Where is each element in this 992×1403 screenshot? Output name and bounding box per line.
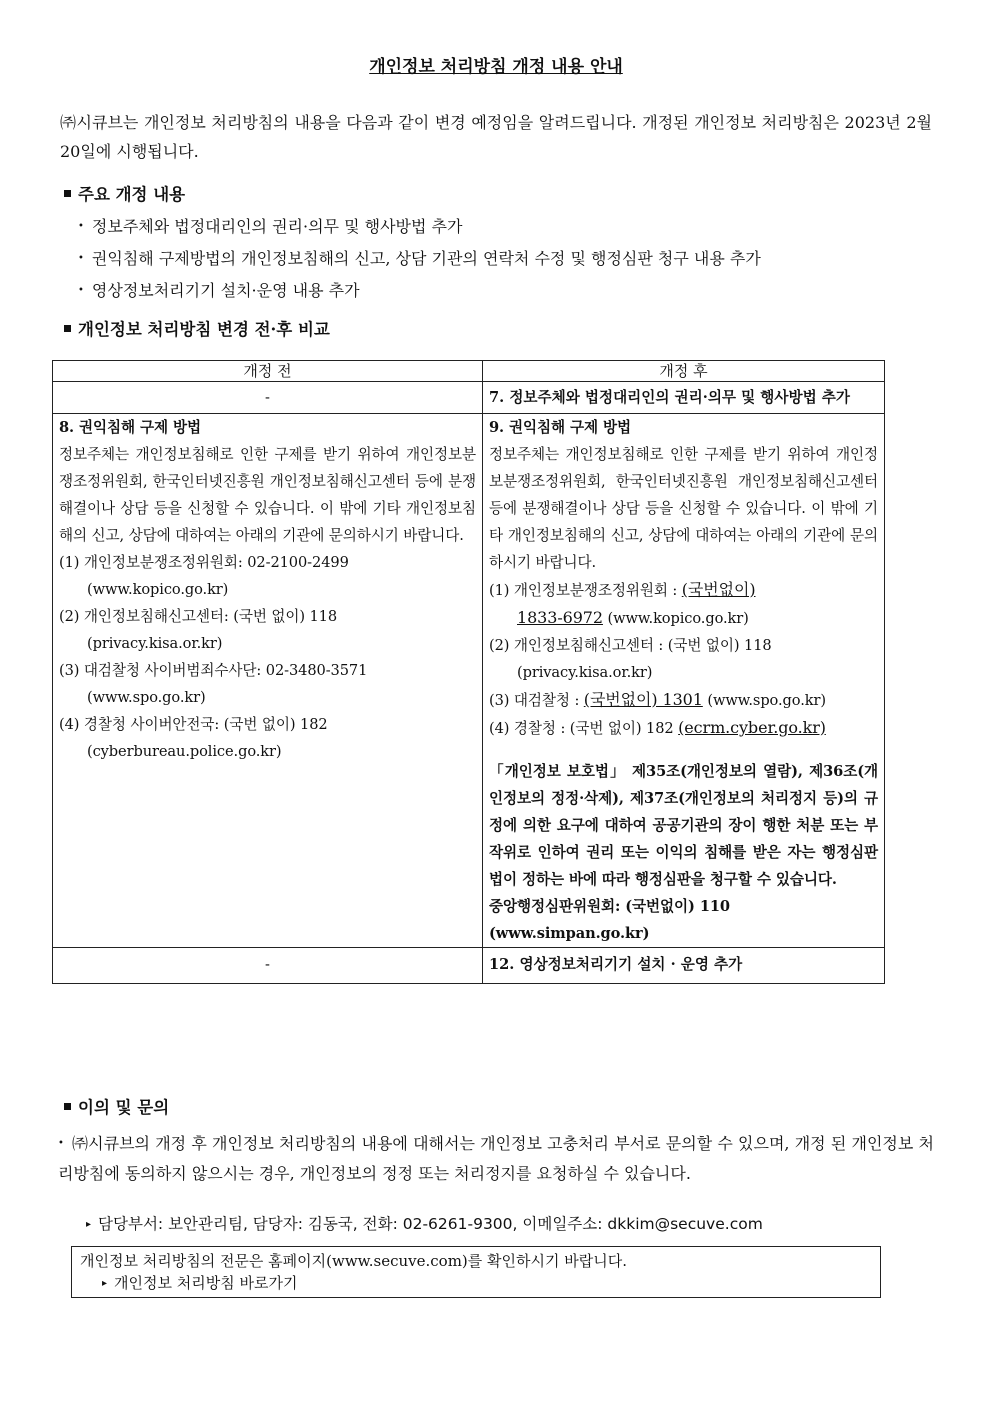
contact-item: (2) 개인정보침해신고센터 : (국번 없이) 118 (489, 637, 772, 654)
intro-paragraph: ㈜시큐브는 개인정보 처리방침의 내용을 다음과 같이 변경 예정임을 알려드립니다. 개정된 개인정보 처리방침은 2023년 2월 20일에 시행됩니다. (60, 113, 932, 161)
contact-info: ▸ 담당부서: 보안관리팀, 담당자: 김동국, 전화: 02-6261-9300, 이메일주소: dkkim@secuve.com (86, 1215, 763, 1233)
commission-contact: 중앙행정심판위원회: (국번없이) 110 (489, 898, 730, 915)
contact-item: (3) 대검찰청 사이버범죄수사단: 02-3480-3571 (59, 662, 368, 679)
cell-paragraph: 정보주체는 개인정보침해로 인한 구제를 받기 위하여 개인정보분쟁조정위원회, 한국인터넷진흥원 개인정보침해신고센터 등에 분쟁해결이나 상담 등을 신청할 수 있습니다. 이 밖에 기타 개인정보침해의 신고, 상담에 대하여는 아래의 기관에 문의하시기 바랍니다. (489, 446, 878, 571)
bullet-dot-icon: • (78, 221, 84, 232)
contact-url: (www.kopico.go.kr) (87, 581, 229, 598)
bullet-dot-icon: • (58, 1138, 64, 1149)
table-row (53, 414, 885, 948)
main-changes-list (78, 212, 761, 308)
cell-after: 12. 영상정보처리기기 설치 · 운영 추가 (483, 948, 885, 984)
contact-item: (3) 대검찰청 : (국번없이) 1301 (www.spo.go.kr) (489, 690, 826, 709)
contact-item: (4) 경찰청 : (국번 없이) 182 (ecrm.cyber.go.kr) (489, 718, 826, 737)
section-heading-label: 이의 및 문의 (78, 1098, 170, 1117)
cell-after: 7. 정보주체와 법정대리인의 권리·의무 및 행사방법 추가 (483, 382, 885, 414)
notice-box (71, 1246, 881, 1298)
cell-before: - (53, 948, 483, 984)
list-item: • 영상정보처리기기 설치·운영 내용 추가 (78, 281, 360, 300)
contact-item: (1) 개인정보분쟁조정위원회 : (국번없이) (489, 580, 756, 599)
section-heading-main-changes (64, 181, 185, 205)
cell-before: - (53, 382, 483, 414)
table-row (53, 948, 885, 984)
bullet-dot-icon: • (78, 253, 84, 264)
contact-url: (www.spo.go.kr) (87, 689, 206, 706)
inquiry-paragraph: • ㈜시큐브의 개정 후 개인정보 처리방침의 내용에 대해서는 개인정보 고충처리 부서로 문의할 수 있으며, 개정 된 개인정보 처리방침에 동의하지 않으시는 경우, 개인정보의 정정 또는 처리정지를 요청하실 수 있습니다. (58, 1134, 934, 1183)
bullet-dot-icon: • (78, 285, 84, 296)
column-header-after: 개정 후 (483, 361, 885, 382)
section-heading-label: 주요 개정 내용 (78, 185, 186, 204)
contact-item: (2) 개인정보침해신고센터: (국번 없이) 118 (59, 608, 338, 625)
section-heading-inquiry (64, 1094, 169, 1118)
list-item: • 권익침해 구제방법의 개인정보침해의 신고, 상담 기관의 연락처 수정 및 행정심판 청구 내용 추가 (78, 249, 761, 268)
company-name: ㈜시큐브 (71, 1134, 135, 1153)
contact-url: (privacy.kisa.or.kr) (87, 635, 223, 652)
cell-after (483, 414, 885, 948)
page-title: 개인정보 처리방침 개정 내용 안내 (369, 57, 623, 77)
square-bullet-icon (64, 1103, 71, 1110)
contact-item: 1833-6972 (www.kopico.go.kr) (517, 608, 749, 627)
cell-heading: 9. 권익침해 구제 방법 (489, 419, 631, 436)
section-heading-label: 개인정보 처리방침 변경 전·후 비교 (78, 320, 330, 339)
triangle-bullet-icon: ▸ (102, 1278, 108, 1289)
commission-url: (www.simpan.go.kr) (489, 925, 650, 942)
table-header-row (53, 361, 885, 382)
square-bullet-icon (64, 325, 71, 332)
table-row (53, 382, 885, 414)
comparison-table (52, 360, 885, 984)
contact-url: (privacy.kisa.or.kr) (517, 664, 653, 681)
privacy-policy-link[interactable]: ▸ 개인정보 처리방침 바로가기 (102, 1274, 298, 1292)
cell-before (53, 414, 483, 948)
contact-item: (4) 경찰청 사이버안전국: (국번 없이) 182 (59, 716, 328, 733)
notice-text: 개인정보 처리방침의 전문은 홈페이지(www.secuve.com)를 확인하시기 바랍니다. (80, 1252, 627, 1270)
column-header-before: 개정 전 (53, 361, 483, 382)
list-item: • 정보주체와 법정대리인의 권리·의무 및 행사방법 추가 (78, 217, 463, 236)
contact-url: (cyberbureau.police.go.kr) (87, 743, 282, 760)
administrative-appeal-paragraph: 「개인정보 보호법」 제35조(개인정보의 열람), 제36조(개인정보의 정정·삭제), 제37조(개인정보의 처리정지 등)의 규정에 의한 요구에 대하여 공공기관의 장이 행한 처분 또는 부작위로 인하여 권리 또는 이익의 침해를 받은 자는 행정심판법이 정하는 바에 따라 행정심판을 청구할 수 있습니다. (489, 763, 878, 888)
square-bullet-icon (64, 190, 71, 197)
cell-paragraph: 정보주체는 개인정보침해로 인한 구제를 받기 위하여 개인정보분쟁조정위원회, 한국인터넷진흥원 개인정보침해신고센터 등에 분쟁해결이나 상담 등을 신청할 수 있습니다. 이 밖에 기타 개인정보침해의 신고, 상담에 대하여는 아래의 기관에 문의하시기 바랍니다. (59, 446, 476, 544)
triangle-bullet-icon: ▸ (86, 1219, 92, 1230)
cell-heading: 8. 권익침해 구제 방법 (59, 419, 201, 436)
section-heading-comparison (64, 316, 330, 340)
contact-item: (1) 개인정보분쟁조정위원회: 02-2100-2499 (59, 554, 349, 571)
